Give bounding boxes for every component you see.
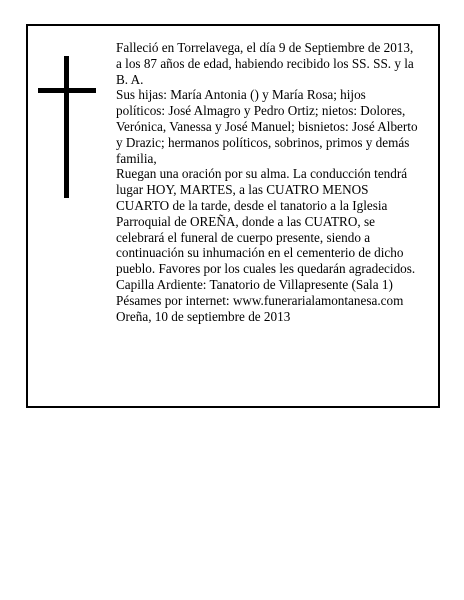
cross-icon xyxy=(38,56,96,198)
death-announcement: Falleció en Torrelavega, el día 9 de Septiembre de 2013, a los 87 años de edad, habiendo recibido los SS. SS. y la B. A. xyxy=(116,40,414,87)
cross-vertical-bar xyxy=(64,56,69,198)
obituary-notice xyxy=(26,24,440,408)
notice-text xyxy=(116,40,418,324)
funeral-details: Ruegan una oración por su alma. La conducción tendrá lugar HOY, MARTES, a las CUATRO MENOS CUARTO de la tarde, desde el tanatorio a la Iglesia Parroquial de OREÑA, donde a las CUATRO, se celebrará el funeral de cuerpo presente, siendo a continuación su inhumación en el cementerio de dicho pueblo. Favores por los cuales les quedarán agradecidos. Capilla Ardiente: Tanatorio de Villapresente (Sala 1) xyxy=(116,166,416,292)
place-and-date: Oreña, 10 de septiembre de 2013 xyxy=(116,308,291,324)
condolences-website: Pésames por internet: www.funerarialamontanesa.com xyxy=(116,292,404,308)
family-list: Sus hijas: María Antonia () y María Rosa; hijos políticos: José Almagro y Pedro Ortiz; nietos: Dolores, Verónica, Vanessa y José Manuel; bisnietos: José Alberto y Drazic; hermanos políticos, sobrinos, primos y demás familia, xyxy=(116,87,418,166)
cross-horizontal-bar xyxy=(38,88,96,93)
